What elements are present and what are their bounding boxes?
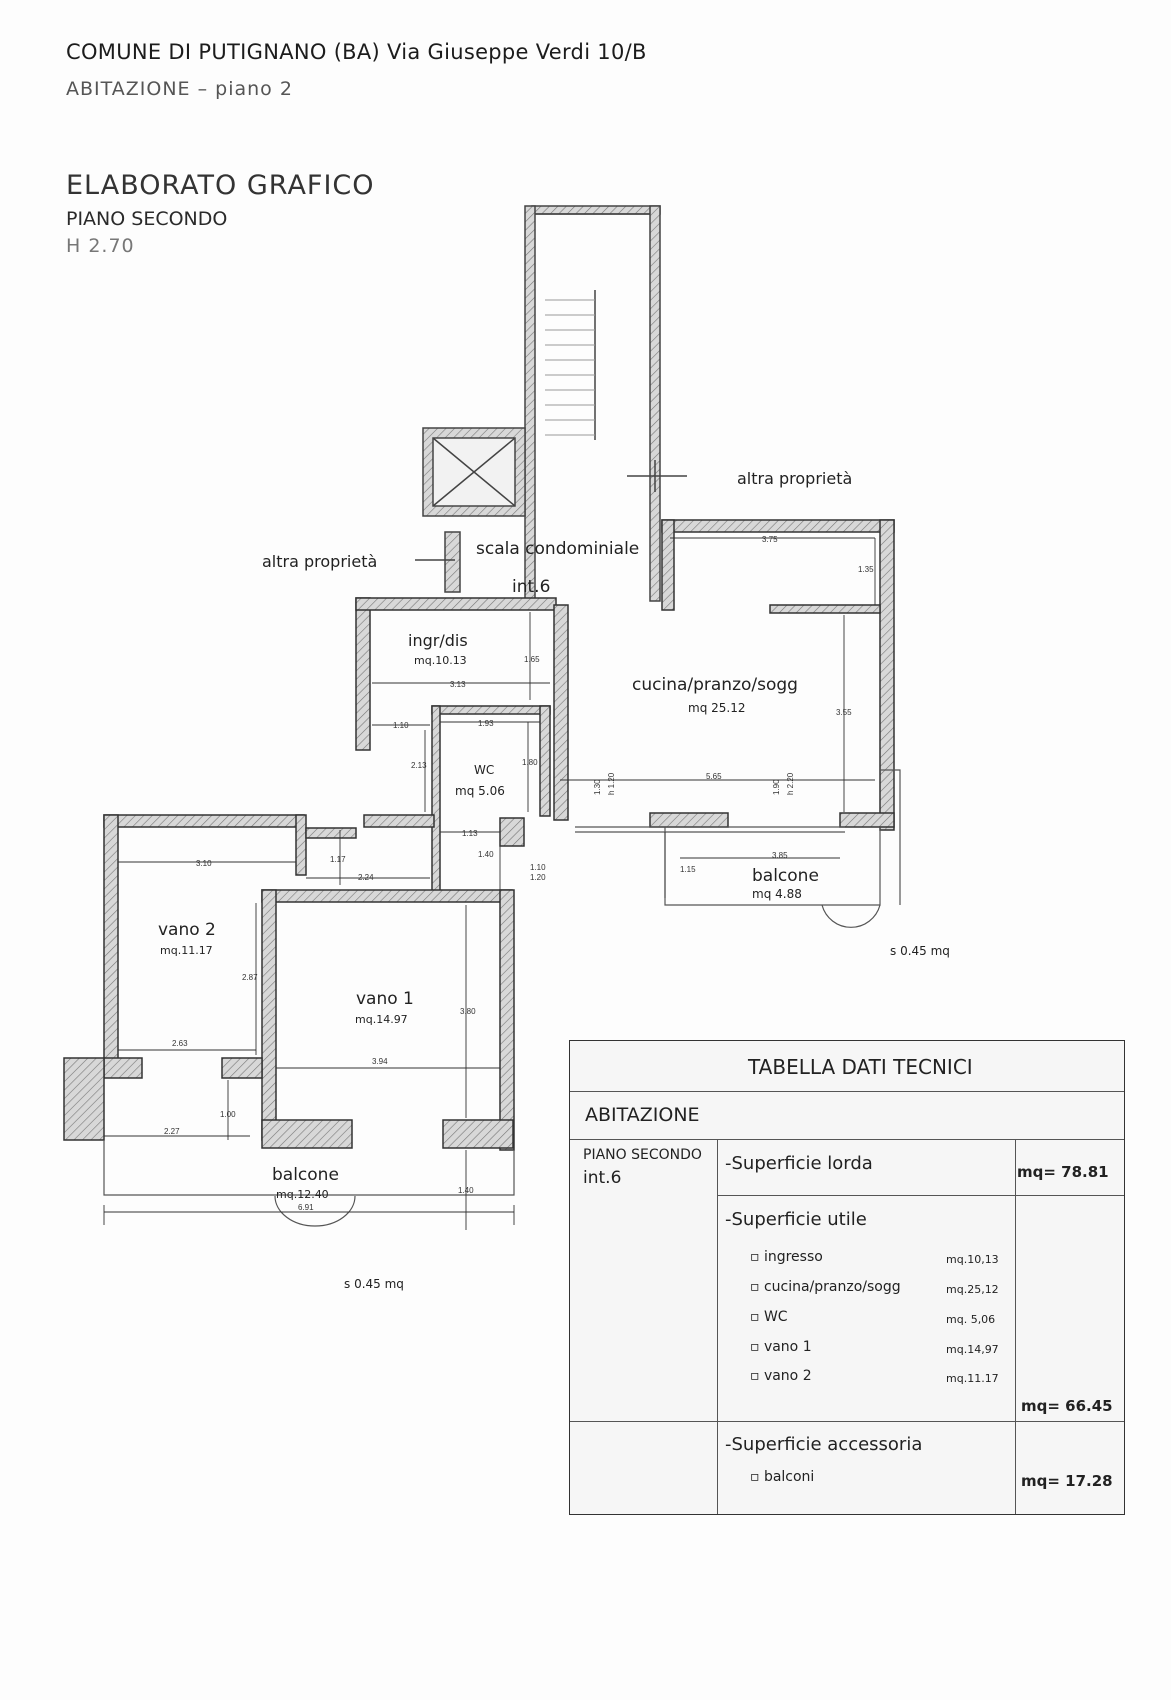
table-unit: int.6 [583, 1168, 622, 1188]
dim-label: 3.13 [450, 680, 466, 689]
utile-row-value: mq.10,13 [946, 1253, 999, 1266]
label-ingresso: ingr/dis [408, 631, 468, 650]
superficie-accessoria-value: mq= 17.28 [1021, 1472, 1113, 1490]
utile-row-value: mq.11.17 [946, 1372, 999, 1385]
label-vano2: vano 2 [158, 920, 216, 940]
label-altra-proprieta-top: altra proprietà [737, 469, 853, 488]
utile-row-name: ▫ WC [750, 1309, 788, 1325]
superficie-utile-label: -Superficie utile [725, 1209, 867, 1230]
dim-label: 1.30 [593, 779, 602, 795]
label-vano1-area: mq.14.97 [355, 1013, 408, 1026]
dim-label: 1.80 [522, 758, 538, 767]
dim-label: 1.20 [530, 873, 546, 882]
label-wc-area: mq 5.06 [455, 784, 505, 798]
dim-label: 1.35 [858, 565, 874, 574]
table-floor: PIANO SECONDO [583, 1147, 702, 1163]
technical-data-table [569, 1040, 1125, 1515]
divider [570, 1091, 1124, 1092]
dim-label: 6.91 [298, 1203, 314, 1212]
label-balcone-bottom-area: mq.12.40 [276, 1188, 329, 1201]
dim-label: 5.65 [706, 772, 722, 781]
label-s-right: s 0.45 mq [890, 944, 950, 958]
utile-row-name: ▫ cucina/pranzo/sogg [750, 1279, 901, 1295]
label-balcone-right-area: mq 4.88 [752, 887, 802, 901]
utile-row-value: mq. 5,06 [946, 1313, 996, 1326]
dim-label: 1.15 [680, 865, 696, 874]
label-altra-proprieta-left: altra proprietà [262, 552, 378, 571]
dim-label: 1.00 [220, 1110, 236, 1119]
utile-row-value: mq.14,97 [946, 1343, 999, 1356]
dim-label: 3.10 [196, 859, 212, 868]
dim-label: 1.65 [524, 655, 540, 664]
drawing-title: ELABORATO GRAFICO [66, 170, 375, 201]
divider [570, 1139, 1124, 1140]
dim-label: h 2.20 [786, 772, 795, 795]
table-section: ABITAZIONE [585, 1104, 700, 1126]
label-int: int.6 [512, 577, 551, 597]
superficie-lorda-label: -Superficie lorda [725, 1153, 873, 1174]
dim-label: 3.85 [772, 851, 788, 860]
utile-row-name: ▫ vano 2 [750, 1368, 812, 1384]
label-cucina-area: mq 25.12 [688, 701, 746, 715]
divider [570, 1421, 1124, 1422]
utile-row-name: ▫ vano 1 [750, 1339, 812, 1355]
label-s-bottom: s 0.45 mq [344, 1277, 404, 1291]
dim-label: 2.24 [358, 873, 374, 882]
dim-label: 1.10 [530, 863, 546, 872]
dim-label: 1.10 [393, 721, 409, 730]
dim-label: 2.87 [242, 973, 258, 982]
dim-label: 1.90 [772, 779, 781, 795]
utile-row-name: ▫ ingresso [750, 1249, 823, 1265]
label-scala: scala condominiale [476, 539, 640, 559]
label-balcone-bottom: balcone [272, 1165, 339, 1185]
table-title: TABELLA DATI TECNICI [748, 1055, 973, 1079]
dim-label: h 1.20 [607, 772, 616, 795]
divider [717, 1195, 1124, 1196]
dim-label: 2.63 [172, 1039, 188, 1048]
dim-label: 3.75 [762, 535, 778, 544]
dim-label: 3.55 [836, 708, 852, 717]
label-ingresso-area: mq.10.13 [414, 654, 467, 667]
ceiling-height: H 2.70 [66, 235, 135, 257]
dim-label: 2.13 [411, 761, 427, 770]
divider [1015, 1139, 1016, 1514]
header-address: COMUNE DI PUTIGNANO (BA) Via Giuseppe Verdi 10/B [66, 40, 647, 64]
drawing-subtitle: PIANO SECONDO [66, 208, 228, 230]
dim-label: 1.17 [330, 855, 346, 864]
label-cucina: cucina/pranzo/sogg [632, 675, 798, 695]
header-unit: ABITAZIONE – piano 2 [66, 78, 293, 100]
dim-label: 1.93 [478, 719, 494, 728]
utile-row-value: mq.25,12 [946, 1283, 999, 1296]
dim-label: 3.80 [460, 1007, 476, 1016]
label-vano1: vano 1 [356, 989, 414, 1009]
dim-label: 2.27 [164, 1127, 180, 1136]
superficie-accessoria-label: -Superficie accessoria [725, 1434, 923, 1455]
dim-label: 3.94 [372, 1057, 388, 1066]
label-wc: WC [474, 763, 495, 777]
label-balcone-right: balcone [752, 866, 819, 886]
superficie-utile-value: mq= 66.45 [1021, 1397, 1113, 1415]
superficie-lorda-value: mq= 78.81 [1017, 1163, 1109, 1181]
dim-label: 1.13 [462, 829, 478, 838]
dim-label: 1.40 [478, 850, 494, 859]
divider [717, 1139, 718, 1514]
dim-label: 1.40 [458, 1186, 474, 1195]
label-vano2-area: mq.11.17 [160, 944, 213, 957]
accessoria-row-name: ▫ balconi [750, 1469, 815, 1485]
